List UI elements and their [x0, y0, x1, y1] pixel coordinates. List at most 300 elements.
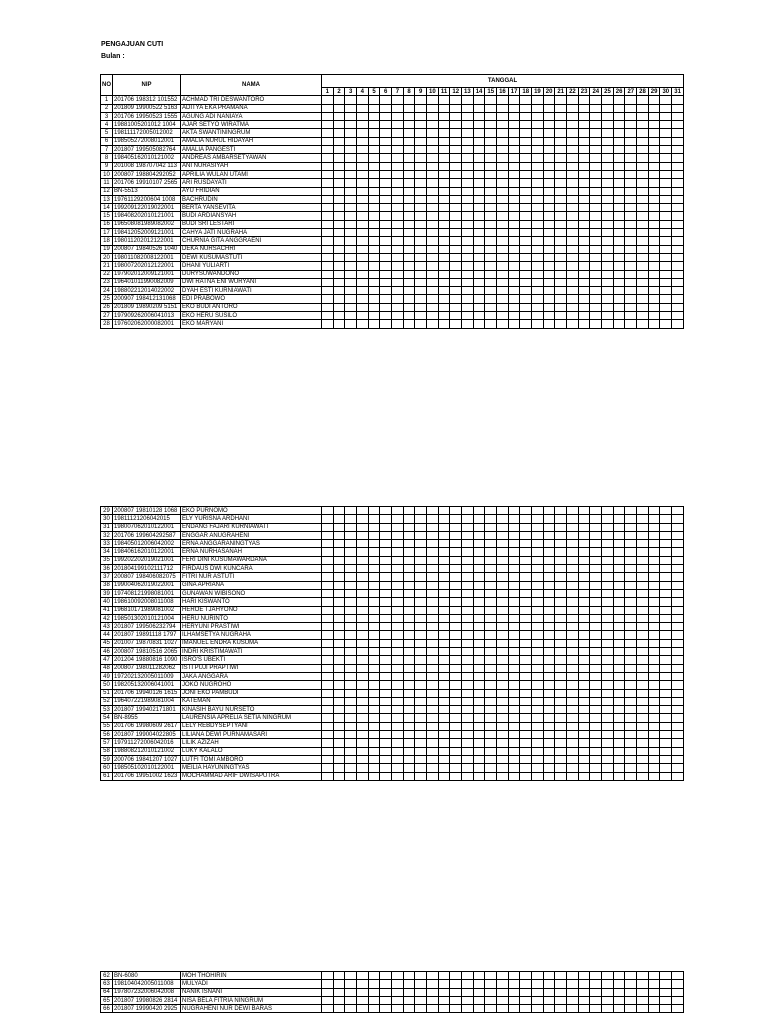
day-cell[interactable]	[462, 623, 474, 631]
day-cell[interactable]	[438, 589, 450, 597]
day-cell[interactable]	[532, 681, 544, 689]
day-cell[interactable]	[427, 96, 439, 104]
day-cell[interactable]	[660, 548, 672, 556]
day-cell[interactable]	[322, 1005, 334, 1013]
day-cell[interactable]	[660, 170, 672, 178]
day-cell[interactable]	[520, 312, 532, 320]
day-cell[interactable]	[637, 722, 649, 730]
day-cell[interactable]	[555, 1005, 567, 1013]
day-cell[interactable]	[380, 697, 392, 705]
day-cell[interactable]	[625, 121, 637, 129]
day-cell[interactable]	[392, 631, 404, 639]
day-cell[interactable]	[485, 121, 497, 129]
day-cell[interactable]	[543, 764, 555, 772]
day-cell[interactable]	[648, 179, 660, 187]
day-cell[interactable]	[590, 714, 602, 722]
day-cell[interactable]	[532, 515, 544, 523]
day-cell[interactable]	[450, 96, 462, 104]
day-cell[interactable]	[380, 262, 392, 270]
day-cell[interactable]	[415, 245, 427, 253]
day-cell[interactable]	[672, 731, 684, 739]
day-cell[interactable]	[368, 739, 380, 747]
day-cell[interactable]	[590, 972, 602, 980]
day-cell[interactable]	[427, 507, 439, 515]
day-cell[interactable]	[322, 253, 334, 261]
day-cell[interactable]	[462, 96, 474, 104]
day-cell[interactable]	[625, 540, 637, 548]
day-cell[interactable]	[555, 112, 567, 120]
day-cell[interactable]	[427, 162, 439, 170]
day-cell[interactable]	[485, 540, 497, 548]
day-cell[interactable]	[637, 639, 649, 647]
day-cell[interactable]	[485, 606, 497, 614]
day-cell[interactable]	[415, 237, 427, 245]
day-cell[interactable]	[555, 523, 567, 531]
day-cell[interactable]	[392, 672, 404, 680]
day-cell[interactable]	[660, 195, 672, 203]
day-cell[interactable]	[508, 614, 520, 622]
day-cell[interactable]	[555, 614, 567, 622]
day-cell[interactable]	[473, 540, 485, 548]
day-cell[interactable]	[438, 706, 450, 714]
day-cell[interactable]	[357, 212, 369, 220]
day-cell[interactable]	[602, 714, 614, 722]
day-cell[interactable]	[520, 303, 532, 311]
day-cell[interactable]	[602, 303, 614, 311]
day-cell[interactable]	[368, 556, 380, 564]
day-cell[interactable]	[648, 606, 660, 614]
day-cell[interactable]	[450, 565, 462, 573]
day-cell[interactable]	[648, 121, 660, 129]
day-cell[interactable]	[368, 237, 380, 245]
day-cell[interactable]	[392, 722, 404, 730]
day-cell[interactable]	[497, 287, 509, 295]
day-cell[interactable]	[567, 278, 579, 286]
day-cell[interactable]	[345, 154, 357, 162]
day-cell[interactable]	[322, 104, 334, 112]
day-cell[interactable]	[532, 988, 544, 996]
day-cell[interactable]	[462, 631, 474, 639]
day-cell[interactable]	[555, 220, 567, 228]
day-cell[interactable]	[322, 980, 334, 988]
day-cell[interactable]	[368, 714, 380, 722]
day-cell[interactable]	[438, 996, 450, 1004]
day-cell[interactable]	[322, 697, 334, 705]
day-cell[interactable]	[392, 573, 404, 581]
day-cell[interactable]	[333, 755, 345, 763]
day-cell[interactable]	[602, 312, 614, 320]
day-cell[interactable]	[672, 515, 684, 523]
day-cell[interactable]	[368, 747, 380, 755]
day-cell[interactable]	[625, 631, 637, 639]
day-cell[interactable]	[590, 137, 602, 145]
day-cell[interactable]	[555, 253, 567, 261]
day-cell[interactable]	[392, 689, 404, 697]
day-cell[interactable]	[380, 515, 392, 523]
day-cell[interactable]	[438, 623, 450, 631]
day-cell[interactable]	[567, 697, 579, 705]
day-cell[interactable]	[660, 988, 672, 996]
day-cell[interactable]	[613, 1005, 625, 1013]
day-cell[interactable]	[567, 540, 579, 548]
day-cell[interactable]	[555, 681, 567, 689]
day-cell[interactable]	[438, 270, 450, 278]
day-cell[interactable]	[590, 312, 602, 320]
day-cell[interactable]	[532, 531, 544, 539]
day-cell[interactable]	[520, 556, 532, 564]
day-cell[interactable]	[555, 96, 567, 104]
day-cell[interactable]	[357, 656, 369, 664]
day-cell[interactable]	[648, 204, 660, 212]
day-cell[interactable]	[648, 320, 660, 328]
day-cell[interactable]	[508, 229, 520, 237]
day-cell[interactable]	[625, 639, 637, 647]
day-cell[interactable]	[473, 672, 485, 680]
day-cell[interactable]	[508, 515, 520, 523]
day-cell[interactable]	[415, 212, 427, 220]
day-cell[interactable]	[578, 187, 590, 195]
day-cell[interactable]	[567, 154, 579, 162]
day-cell[interactable]	[625, 722, 637, 730]
day-cell[interactable]	[333, 270, 345, 278]
day-cell[interactable]	[648, 697, 660, 705]
day-cell[interactable]	[602, 129, 614, 137]
day-cell[interactable]	[590, 664, 602, 672]
day-cell[interactable]	[427, 146, 439, 154]
day-cell[interactable]	[648, 598, 660, 606]
day-cell[interactable]	[672, 697, 684, 705]
day-cell[interactable]	[578, 755, 590, 763]
day-cell[interactable]	[520, 772, 532, 780]
day-cell[interactable]	[520, 179, 532, 187]
day-cell[interactable]	[578, 996, 590, 1004]
day-cell[interactable]	[660, 162, 672, 170]
day-cell[interactable]	[462, 104, 474, 112]
day-cell[interactable]	[672, 523, 684, 531]
day-cell[interactable]	[427, 204, 439, 212]
day-cell[interactable]	[392, 187, 404, 195]
day-cell[interactable]	[357, 137, 369, 145]
day-cell[interactable]	[380, 112, 392, 120]
day-cell[interactable]	[637, 573, 649, 581]
day-cell[interactable]	[590, 112, 602, 120]
day-cell[interactable]	[427, 581, 439, 589]
day-cell[interactable]	[613, 146, 625, 154]
day-cell[interactable]	[497, 722, 509, 730]
day-cell[interactable]	[613, 162, 625, 170]
day-cell[interactable]	[555, 972, 567, 980]
day-cell[interactable]	[613, 589, 625, 597]
day-cell[interactable]	[613, 648, 625, 656]
day-cell[interactable]	[438, 681, 450, 689]
day-cell[interactable]	[532, 614, 544, 622]
day-cell[interactable]	[345, 598, 357, 606]
day-cell[interactable]	[415, 706, 427, 714]
day-cell[interactable]	[532, 664, 544, 672]
day-cell[interactable]	[567, 589, 579, 597]
day-cell[interactable]	[403, 237, 415, 245]
day-cell[interactable]	[345, 187, 357, 195]
day-cell[interactable]	[368, 664, 380, 672]
day-cell[interactable]	[508, 303, 520, 311]
day-cell[interactable]	[403, 656, 415, 664]
day-cell[interactable]	[403, 739, 415, 747]
day-cell[interactable]	[462, 287, 474, 295]
day-cell[interactable]	[357, 523, 369, 531]
day-cell[interactable]	[380, 287, 392, 295]
day-cell[interactable]	[438, 245, 450, 253]
day-cell[interactable]	[567, 988, 579, 996]
day-cell[interactable]	[485, 262, 497, 270]
day-cell[interactable]	[567, 573, 579, 581]
day-cell[interactable]	[532, 154, 544, 162]
day-cell[interactable]	[403, 523, 415, 531]
day-cell[interactable]	[532, 96, 544, 104]
day-cell[interactable]	[543, 523, 555, 531]
day-cell[interactable]	[602, 996, 614, 1004]
day-cell[interactable]	[497, 681, 509, 689]
day-cell[interactable]	[613, 170, 625, 178]
day-cell[interactable]	[368, 96, 380, 104]
day-cell[interactable]	[648, 573, 660, 581]
day-cell[interactable]	[473, 531, 485, 539]
day-cell[interactable]	[543, 162, 555, 170]
day-cell[interactable]	[602, 706, 614, 714]
day-cell[interactable]	[520, 589, 532, 597]
day-cell[interactable]	[625, 689, 637, 697]
day-cell[interactable]	[345, 515, 357, 523]
day-cell[interactable]	[567, 764, 579, 772]
day-cell[interactable]	[462, 523, 474, 531]
day-cell[interactable]	[543, 531, 555, 539]
day-cell[interactable]	[672, 755, 684, 763]
day-cell[interactable]	[637, 664, 649, 672]
day-cell[interactable]	[648, 631, 660, 639]
day-cell[interactable]	[590, 772, 602, 780]
day-cell[interactable]	[590, 540, 602, 548]
day-cell[interactable]	[497, 220, 509, 228]
day-cell[interactable]	[543, 772, 555, 780]
day-cell[interactable]	[380, 245, 392, 253]
day-cell[interactable]	[637, 195, 649, 203]
day-cell[interactable]	[497, 631, 509, 639]
day-cell[interactable]	[450, 739, 462, 747]
day-cell[interactable]	[473, 755, 485, 763]
day-cell[interactable]	[508, 672, 520, 680]
day-cell[interactable]	[602, 146, 614, 154]
day-cell[interactable]	[485, 747, 497, 755]
day-cell[interactable]	[672, 714, 684, 722]
day-cell[interactable]	[672, 162, 684, 170]
day-cell[interactable]	[578, 303, 590, 311]
day-cell[interactable]	[403, 96, 415, 104]
day-cell[interactable]	[648, 648, 660, 656]
day-cell[interactable]	[333, 187, 345, 195]
day-cell[interactable]	[590, 531, 602, 539]
day-cell[interactable]	[462, 731, 474, 739]
day-cell[interactable]	[555, 581, 567, 589]
day-cell[interactable]	[543, 229, 555, 237]
day-cell[interactable]	[462, 170, 474, 178]
day-cell[interactable]	[532, 556, 544, 564]
day-cell[interactable]	[590, 598, 602, 606]
day-cell[interactable]	[648, 212, 660, 220]
day-cell[interactable]	[368, 764, 380, 772]
day-cell[interactable]	[567, 531, 579, 539]
day-cell[interactable]	[333, 747, 345, 755]
day-cell[interactable]	[567, 229, 579, 237]
day-cell[interactable]	[368, 245, 380, 253]
day-cell[interactable]	[450, 664, 462, 672]
day-cell[interactable]	[578, 764, 590, 772]
day-cell[interactable]	[637, 739, 649, 747]
day-cell[interactable]	[672, 656, 684, 664]
day-cell[interactable]	[322, 531, 334, 539]
day-cell[interactable]	[357, 220, 369, 228]
day-cell[interactable]	[427, 137, 439, 145]
day-cell[interactable]	[333, 531, 345, 539]
day-cell[interactable]	[543, 179, 555, 187]
day-cell[interactable]	[345, 162, 357, 170]
day-cell[interactable]	[672, 598, 684, 606]
day-cell[interactable]	[520, 689, 532, 697]
day-cell[interactable]	[648, 1005, 660, 1013]
day-cell[interactable]	[602, 739, 614, 747]
day-cell[interactable]	[613, 697, 625, 705]
day-cell[interactable]	[357, 531, 369, 539]
day-cell[interactable]	[508, 689, 520, 697]
day-cell[interactable]	[637, 320, 649, 328]
day-cell[interactable]	[357, 104, 369, 112]
day-cell[interactable]	[555, 714, 567, 722]
day-cell[interactable]	[438, 598, 450, 606]
day-cell[interactable]	[648, 146, 660, 154]
day-cell[interactable]	[415, 772, 427, 780]
day-cell[interactable]	[450, 764, 462, 772]
day-cell[interactable]	[485, 689, 497, 697]
day-cell[interactable]	[322, 639, 334, 647]
day-cell[interactable]	[450, 731, 462, 739]
day-cell[interactable]	[520, 531, 532, 539]
day-cell[interactable]	[473, 162, 485, 170]
day-cell[interactable]	[322, 179, 334, 187]
day-cell[interactable]	[368, 697, 380, 705]
day-cell[interactable]	[392, 739, 404, 747]
day-cell[interactable]	[520, 598, 532, 606]
day-cell[interactable]	[660, 262, 672, 270]
day-cell[interactable]	[602, 1005, 614, 1013]
day-cell[interactable]	[508, 623, 520, 631]
day-cell[interactable]	[392, 648, 404, 656]
day-cell[interactable]	[660, 565, 672, 573]
day-cell[interactable]	[613, 179, 625, 187]
day-cell[interactable]	[357, 312, 369, 320]
day-cell[interactable]	[368, 656, 380, 664]
day-cell[interactable]	[438, 278, 450, 286]
day-cell[interactable]	[660, 287, 672, 295]
day-cell[interactable]	[567, 706, 579, 714]
day-cell[interactable]	[508, 548, 520, 556]
day-cell[interactable]	[450, 162, 462, 170]
day-cell[interactable]	[637, 96, 649, 104]
day-cell[interactable]	[462, 648, 474, 656]
day-cell[interactable]	[648, 764, 660, 772]
day-cell[interactable]	[485, 129, 497, 137]
day-cell[interactable]	[485, 507, 497, 515]
day-cell[interactable]	[450, 220, 462, 228]
day-cell[interactable]	[625, 204, 637, 212]
day-cell[interactable]	[485, 672, 497, 680]
day-cell[interactable]	[427, 606, 439, 614]
day-cell[interactable]	[403, 154, 415, 162]
day-cell[interactable]	[590, 656, 602, 664]
day-cell[interactable]	[473, 581, 485, 589]
day-cell[interactable]	[637, 681, 649, 689]
day-cell[interactable]	[520, 581, 532, 589]
day-cell[interactable]	[333, 614, 345, 622]
day-cell[interactable]	[613, 523, 625, 531]
day-cell[interactable]	[637, 137, 649, 145]
day-cell[interactable]	[322, 772, 334, 780]
day-cell[interactable]	[543, 988, 555, 996]
day-cell[interactable]	[450, 170, 462, 178]
day-cell[interactable]	[357, 764, 369, 772]
day-cell[interactable]	[508, 278, 520, 286]
day-cell[interactable]	[590, 681, 602, 689]
day-cell[interactable]	[648, 96, 660, 104]
day-cell[interactable]	[415, 755, 427, 763]
day-cell[interactable]	[508, 245, 520, 253]
day-cell[interactable]	[532, 623, 544, 631]
day-cell[interactable]	[625, 170, 637, 178]
day-cell[interactable]	[555, 772, 567, 780]
day-cell[interactable]	[660, 303, 672, 311]
day-cell[interactable]	[415, 96, 427, 104]
day-cell[interactable]	[345, 565, 357, 573]
day-cell[interactable]	[578, 170, 590, 178]
day-cell[interactable]	[578, 672, 590, 680]
day-cell[interactable]	[637, 755, 649, 763]
day-cell[interactable]	[578, 278, 590, 286]
day-cell[interactable]	[555, 121, 567, 129]
day-cell[interactable]	[578, 112, 590, 120]
day-cell[interactable]	[368, 162, 380, 170]
day-cell[interactable]	[473, 664, 485, 672]
day-cell[interactable]	[672, 187, 684, 195]
day-cell[interactable]	[637, 262, 649, 270]
day-cell[interactable]	[392, 581, 404, 589]
day-cell[interactable]	[450, 237, 462, 245]
day-cell[interactable]	[322, 731, 334, 739]
day-cell[interactable]	[672, 664, 684, 672]
day-cell[interactable]	[497, 129, 509, 137]
day-cell[interactable]	[648, 312, 660, 320]
day-cell[interactable]	[625, 747, 637, 755]
day-cell[interactable]	[567, 204, 579, 212]
day-cell[interactable]	[450, 104, 462, 112]
day-cell[interactable]	[333, 606, 345, 614]
day-cell[interactable]	[392, 697, 404, 705]
day-cell[interactable]	[532, 639, 544, 647]
day-cell[interactable]	[322, 303, 334, 311]
day-cell[interactable]	[578, 598, 590, 606]
day-cell[interactable]	[520, 722, 532, 730]
day-cell[interactable]	[450, 154, 462, 162]
day-cell[interactable]	[403, 220, 415, 228]
day-cell[interactable]	[322, 523, 334, 531]
day-cell[interactable]	[322, 195, 334, 203]
day-cell[interactable]	[473, 245, 485, 253]
